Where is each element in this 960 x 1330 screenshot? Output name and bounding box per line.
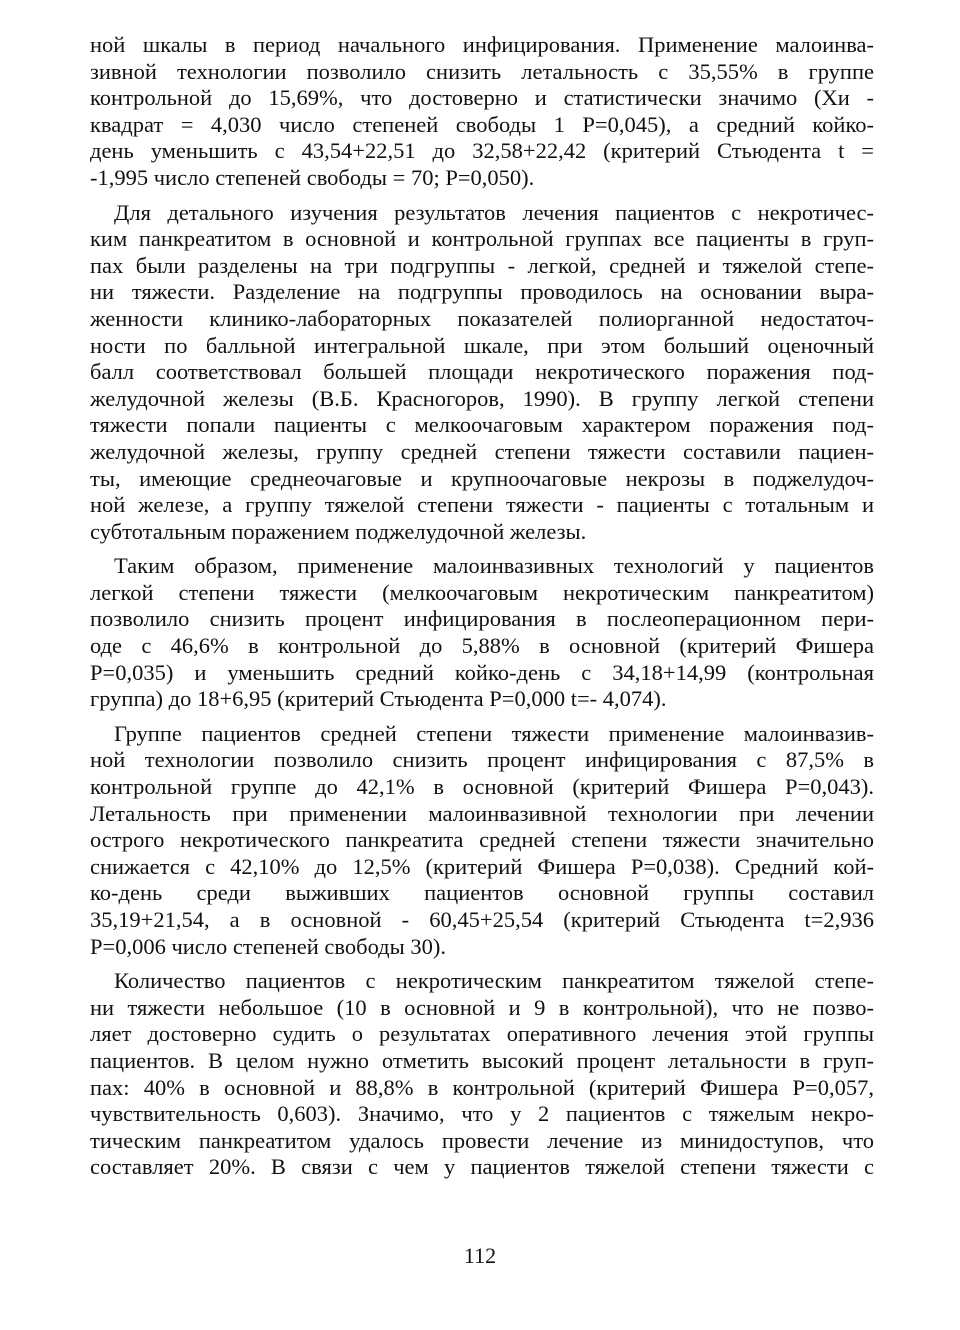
text-line: контрольной до 15,69%, что достоверно и статистически значимо (Хи - <box>90 85 874 111</box>
text-line: балл соответствовал большей площади некротического поражения под- <box>90 359 874 385</box>
text-line: квадрат = 4,030 число степеней свободы 1 Р=0,045), а средний койко- <box>90 111 874 137</box>
text-line: субтотальным поражением поджелудочной железы. <box>90 518 587 544</box>
page-number: 112 <box>463 1243 497 1268</box>
text-line: зивной технологии позволило снизить летальность с 35,55% в группе <box>90 58 874 84</box>
text-line: ни тяжести небольшое (10 в основной и 9 в контрольной), что не позво- <box>90 994 874 1020</box>
text-line: пах были разделены на три подгруппы - легкой, средней и тяжелой степе- <box>90 252 874 278</box>
text-line: ной шкалы в период начального инфицирования. Применение малоинва- <box>90 32 874 57</box>
text-line: чувствительность 0,603). Значимо, что у 2 пациентов с тяжелым некро- <box>90 1101 874 1127</box>
text-line: Р=0,035) и уменьшить средний койко-день с 34,18+14,99 (контрольная <box>90 659 874 685</box>
text-line: ной железе, а группу тяжелой степени тяжести - пациенты с тотальным и <box>90 492 874 518</box>
text-line: желудочной железы, группу средней степени тяжести составили пациен- <box>90 438 874 464</box>
text-line: ляет достоверно судить о результатах оперативного лечения этой группы <box>90 1021 874 1047</box>
paragraph <box>90 968 874 1181</box>
paragraph <box>90 553 874 713</box>
text-line: составляет 20%. В связи с чем у пациентов тяжелой степени тяжести с <box>90 1154 874 1180</box>
text-line: оде с 46,6% в контрольной до 5,88% в основной (критерий Фишера <box>90 633 874 659</box>
text-line: день уменьшить с 43,54+22,51 до 32,58+22,42 (критерий Стьюдента t = <box>90 138 874 164</box>
text-line: тическим панкреатитом удалось провести лечение из минидоступов, что <box>90 1127 874 1153</box>
paragraph <box>90 200 874 546</box>
text-line: ной технологии позволило снизить процент инфицирования с 87,5% в <box>90 747 874 773</box>
paragraph <box>90 721 874 960</box>
text-line: Р=0,006 число степеней свободы 30). <box>90 933 446 959</box>
text-line: ты, имеющие среднеочаговые и крупноочаговые некрозы в поджелудоч- <box>90 465 874 491</box>
text-line: тяжести попали пациенты с мелкоочаговым характером поражения под- <box>90 412 874 438</box>
text-line: группа) до 18+6,95 (критерий Стьюдента Р=0,000 t=- 4,074). <box>90 686 667 712</box>
text-line: контрольной группе до 42,1% в основной (критерий Фишера Р=0,043). <box>90 774 874 800</box>
text-line: пах: 40% в основной и 88,8% в контрольной (критерий Фишера Р=0,057, <box>90 1074 874 1100</box>
text-line: женности клинико-лабораторных показателей полиорганной недостаточ- <box>90 305 874 331</box>
text-line: Таким образом, применение малоинвазивных технологий у пациентов <box>114 553 874 579</box>
text-line: пациентов. В целом нужно отметить высокий процент летальности в груп- <box>90 1047 874 1073</box>
text-line: ко-день среди выживших пациентов основной группы составил <box>90 880 874 906</box>
text-line: Для детального изучения результатов лечения пациентов с некротичес- <box>114 199 874 225</box>
paragraph <box>90 32 874 192</box>
text-line: снижается с 42,10% до 12,5% (критерий Фишера Р=0,038). Средний кой- <box>90 853 874 879</box>
text-line: Количество пациентов с некротическим панкреатитом тяжелой степе- <box>114 968 874 994</box>
text-line: легкой степени тяжести (мелкоочаговым некротическим панкреатитом) <box>90 579 874 605</box>
text-line: Летальность при применении малоинвазивной технологии при лечении <box>90 800 874 826</box>
text-line: ности по балльной интегральной шкале, при этом больший оценочный <box>90 332 874 358</box>
text-line: острого некротического панкреатита средней степени тяжести значительно <box>90 827 874 853</box>
text-line: ни тяжести. Разделение на подгруппы проводилось на основании выра- <box>90 279 874 305</box>
text-line: желудочной железы (В.Б. Красногоров, 1990). В группу легкой степени <box>90 385 874 411</box>
page-body <box>90 32 874 1181</box>
text-line: ким панкреатитом в основной и контрольной группах все пациенты в груп- <box>90 226 874 252</box>
text-line: 35,19+21,54, а в основной - 60,45+25,54 (критерий Стьюдента t=2,936 <box>90 907 874 932</box>
text-line: -1,995 число степеней свободы = 70; Р=0,050). <box>90 164 535 190</box>
text-line: позволило снизить процент инфицирования в послеоперационном пери- <box>90 606 874 632</box>
text-line: Группе пациентов средней степени тяжести применение малоинвазив- <box>114 720 874 746</box>
